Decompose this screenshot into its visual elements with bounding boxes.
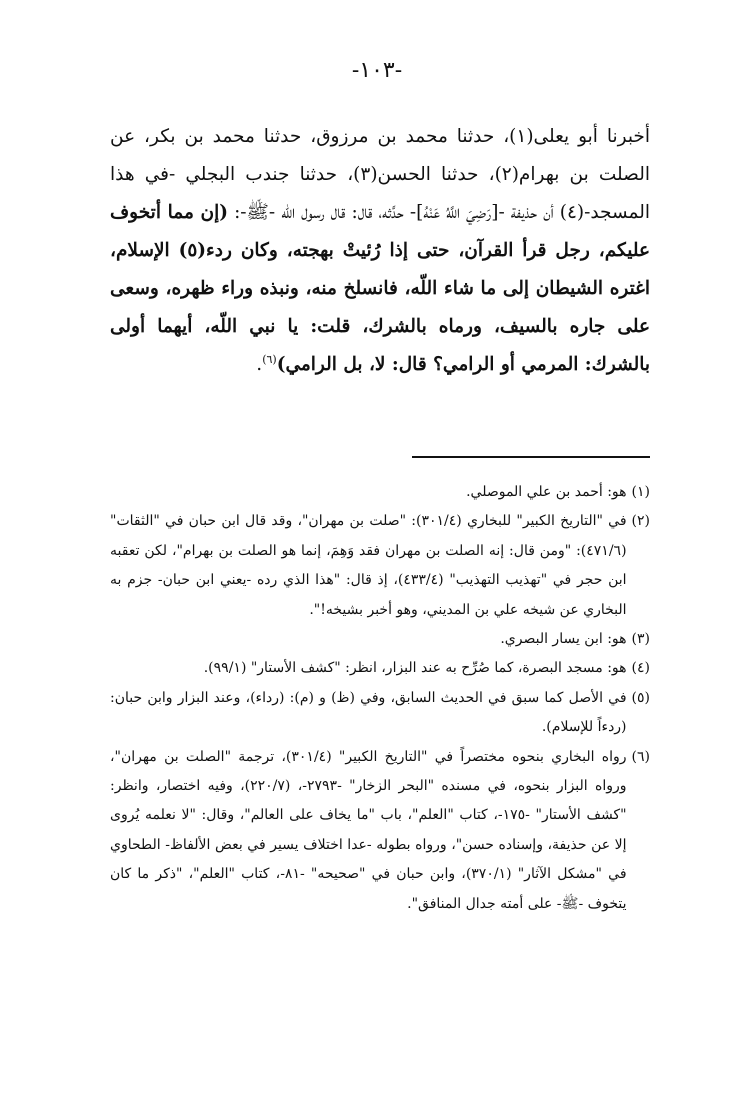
- footnote-text: في "التاريخ الكبير" للبخاري (٣٠١/٤): "صلت بن مهران"، وقد قال ابن حبان في "الثقات" (٤٧١/٦): "ومن قال: إنه الصلت بن مهران فقد وَهِمَ، إنما هو الصلت بن بهرام"، لكن تعقبه ابن حجر في "تهذيب التهذيب" (٤٣٣/٤)، إذ قال: "هذا الذي رده -يعني ابن حبان- جزم به البخاري عن شيخه علي بن المديني، وهو أخبر بشيخه!".: [110, 513, 627, 618]
- footnote-5: [110, 684, 650, 743]
- footnote-text: رواه البخاري بنحوه مختصراً في "التاريخ الكبير" (٣٠١/٤)، ترجمة "الصلت بن مهران"، ورواه البزار بنحوه، في مسنده "البحر الزخار" -٢٧٩٣-، (٢٢٠/٧)، وفيه اختصار، وانظر: "كشف الأستار" -١٧٥-، كتاب "العلم"، باب "ما يخاف على العالم"، وقال: "لا نعلمه يُروى إلا عن حذيفة، وإسناده حسن"، ورواه بطوله -عدا اختلاف يسير في بعض الألفاظ- الطحاوي في "مشكل الآثار" (٣٧٠/١)، وابن حبان في "صحيحه" -٨١-، كتاب "العلم"، "ذكر ما كان يتخوف -ﷺ- على أمته جدال المنافق".: [110, 748, 627, 912]
- footnote-6: [110, 743, 650, 919]
- footnote-3: [110, 625, 650, 654]
- footnote-number: (١): [631, 484, 650, 500]
- main-text: [110, 118, 650, 384]
- footnote-number: (٤): [631, 660, 650, 677]
- footnote-4: [110, 654, 650, 683]
- footnote-text: هو: أحمد بن علي الموصلي.: [466, 484, 627, 500]
- footnote-text: هو: ابن يسار البصري.: [500, 631, 627, 648]
- page-number: -١٠٣-: [351, 58, 403, 83]
- footnote-text: في الأصل كما سبق في الحديث السابق، وفي (ظ) و (م): (رداء)، وعند البزار وابن حبان: (ردءاً للإسلام).: [110, 689, 627, 736]
- hadith-end: .: [256, 354, 263, 375]
- hadith-text: (إن مما أتخوف عليكم، رجل قرأ القرآن، حتى إذا رُئيتْ بهجته، وكان ردء(٥) الإسلام، اغتره الشيطان إلى ما شاء اللّه، فانسلخ منه، ونبذه وراء ظهره، وسعى على جاره بالسيف، ورماه بالشرك، قلت: يا نبي اللّه، أيهما أولى بالشرك: المرمي أو الرامي؟ قال: لا، بل الرامي): [110, 202, 650, 375]
- footnote-divider: [412, 456, 650, 458]
- footnote-text: هو: مسجد البصرة، كما صُرِّح به عند البزار، انظر: "كشف الأستار" (٩٩/١).: [203, 660, 627, 677]
- footnote-number: (٣): [631, 631, 650, 648]
- footnote-2: [110, 507, 650, 625]
- footnotes: [110, 478, 650, 919]
- footnote-number: (٦): [631, 748, 650, 765]
- hadith-chain: أخبرنا أبو يعلى(١)، حدثنا محمد بن مرزوق، حدثنا محمد بن بكر، عن الصلت بن بهرام(٢)، حدثنا الحسن(٣)، حدثنا جندب البجلي -في هذا المسجد-(٤) أن حذيفة -[رَضِيَ اللَّهُ عَنْهُ]- حدَّثه، قال: قال رسول اللّه -ﷺ-:: [110, 126, 650, 223]
- footnote-1: [110, 478, 650, 507]
- footnote-number: (٥): [631, 689, 650, 706]
- footnote-ref-6: (٦): [262, 352, 277, 366]
- footnote-number: (٢): [631, 513, 650, 530]
